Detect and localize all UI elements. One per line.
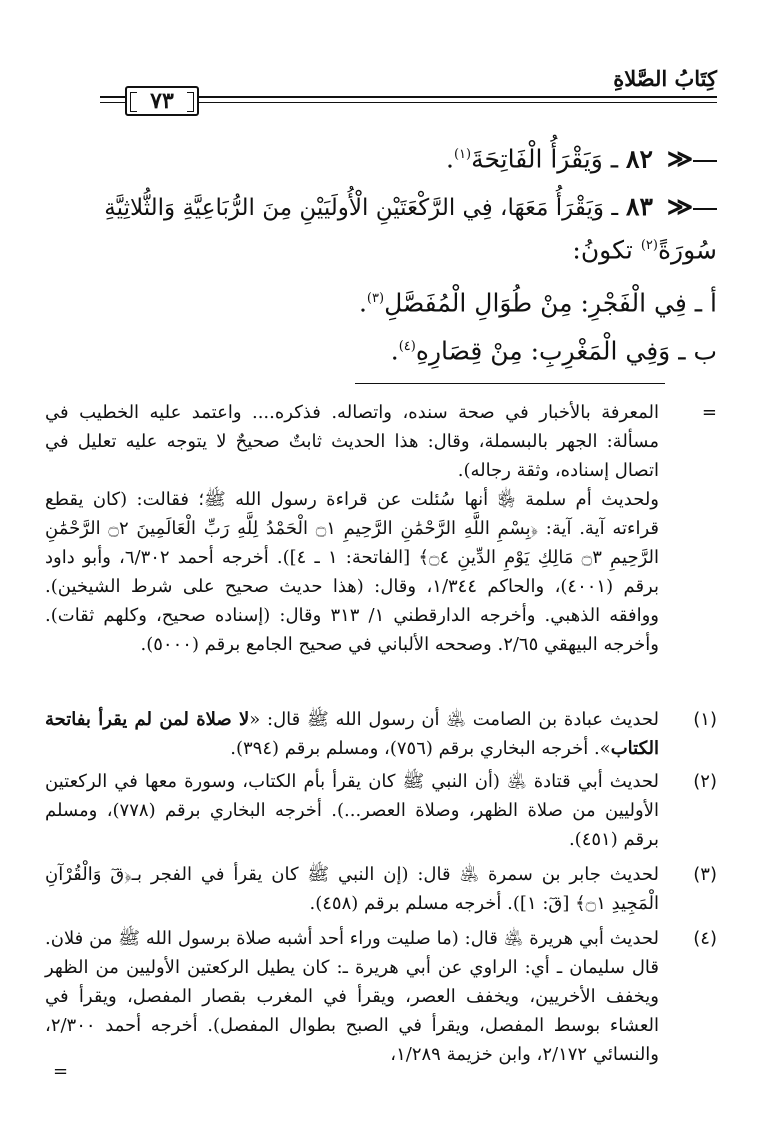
footnote-text: لحديث أبي قتادة ﵁ (أن النبي ﷺ كان يقرأ بأم الكتاب، وسورة معها في الركعتين الأوليين من صلاة الظهر، وصلاة العصر...). أخرجه البخاري برقم (٧٧٨)، ومسلم برقم (٤٥١).: [45, 771, 659, 850]
footnote-mark: (٣): [693, 864, 717, 885]
sub-item-tail: .: [390, 336, 399, 366]
item-82: [40, 138, 717, 176]
footnote-3: [45, 860, 717, 918]
footnote-bold-text: لا صلاة لمن لم يقرأ بفاتحة الكتاب: [45, 709, 659, 759]
footnote-ref: (٤): [398, 339, 416, 354]
footnote-ref: (٣): [366, 291, 385, 306]
sub-item-a: [40, 282, 717, 320]
footnote-continued-2: [45, 485, 717, 659]
footnote-mark: (٤): [693, 928, 717, 949]
item-tail: .: [446, 144, 454, 174]
footnote-continued: [45, 398, 717, 485]
sub-item-tail: .: [358, 288, 367, 318]
footnote-4: [45, 924, 717, 1069]
footnote-1: [45, 705, 717, 763]
item-marker-icon: ≪: [667, 190, 717, 224]
item-text: ـ وَيَقْرَأُ الْفَاتِحَةَ: [471, 144, 619, 174]
footnote-mark: (١): [693, 709, 717, 730]
item-text: ـ وَيَقْرَأُ مَعَهَا، فِي الرَّكْعَتَيْنِ الْأُولَيَيْنِ مِنَ الرُّبَاعِيَّةِ وَالثُّلاثِيَّةِ: [104, 195, 619, 221]
footnote-mark: (٢): [693, 771, 717, 792]
footnote-text: لحديث عبادة بن الصامت ﵁ أن رسول الله ﷺ قال: «: [249, 709, 659, 730]
item-number: ٨٣: [626, 192, 653, 221]
item-marker-icon: ≪: [667, 142, 717, 176]
footnote-text: المعرفة بالأخبار في صحة سنده، واتصاله. فذكره.... واعتمد عليه الخطيب في مسألة: الجهر بالبسملة، وقال: هذا الحديث ثابتٌ صحيحٌ لا يتوجه عليه تعليل في اتصال إسناده، وثقة رجاله).: [45, 402, 659, 481]
sub-item-text: فِي الْفَجْرِ: مِنْ طُوَالِ الْمُفَصَّلِ: [384, 288, 687, 318]
item-83: [40, 190, 717, 225]
footnote-ref: (١): [453, 147, 472, 162]
book-title: كِتَابُ الصَّلاةِ: [613, 66, 717, 91]
page-number: ٧٣: [125, 86, 199, 116]
sub-item-b: [40, 330, 717, 368]
sub-item-letter: أ ـ: [694, 288, 717, 318]
footnote-text: ». أخرجه البخاري برقم (٧٥٦)، ومسلم برقم (٣٩٤).: [230, 738, 611, 759]
footnote-2: [45, 767, 717, 854]
item-number: ٨٢: [626, 144, 653, 174]
footnote-text: لحديث جابر بن سمرة ﵁ قال: (إن النبي ﷺ كان يقرأ في الفجر بـ﴿قٓ وَالْقُرْآنِ الْمَجِيدِ ۝١﴾ [قٓ: ١]). أخرجه مسلم برقم (٤٥٨).: [45, 864, 659, 914]
sub-item-text: وَفِي الْمَغْرِبِ: مِنْ قِصَارِهِ: [415, 336, 671, 366]
sub-item-letter: ب ـ: [678, 336, 717, 366]
footnote-ref: (٢): [640, 238, 658, 253]
continuation-mark: =: [701, 402, 717, 423]
footnote-text: ولحديث أم سلمة ﵂ أنها سُئلت عن قراءة رسول الله ﷺ؛ فقالت: (كان يقطع قراءته آية. آية: ﴿بِسْمِ اللَّهِ الرَّحْمَٰنِ الرَّحِيمِ ۝١ الْحَمْدُ لِلَّهِ رَبِّ الْعَالَمِينَ ۝٢ الرَّحْمَٰنِ الرَّحِيمِ ۝٣ مَالِكِ يَوْمِ الدِّينِ ۝٤﴾ [الفاتحة: ١ ـ ٤]). أخرجه أحمد ٦/٣٠٢، وأبو داود برقم (٤٠٠١)، والحاكم ١/٣٤٤، وقال: (هذا حديث صحيح على شرط الشيخين). ووافقه الذهبي. وأخرجه الدارقطني ١/ ٣١٣ وقال: (إسناده صحيح، وكلهم ثقات). وأخرجه البيهقي ٢/٦٥. وصححه الألباني في صحيح الجامع برقم (٥٠٠٠).: [45, 489, 660, 655]
footnote-text: لحديث أبي هريرة ﵁ قال: (ما صليت وراء أحد أشبه صلاة برسول الله ﷺ من فلان. قال سليمان ـ أي: الراوي عن أبي هريرة ـ: كان يطيل الركعتين الأوليين من الظهر ويخفف الأخريين، ويخفف العصر، ويقرأ في المغرب بقصار المفصل، ويقرأ في العشاء بوسط المفصل، ويقرأ في الصبح بطوال المفصل). أخرجه أحمد ٢/٣٠٠، والنسائي ٢/١٧٢، وابن خزيمة ١/٢٨٩،: [45, 928, 659, 1065]
footnote-separator: [355, 383, 665, 384]
item-word: سُورَةً: [657, 235, 717, 265]
item-text: تكونُ:: [572, 235, 633, 265]
continuation-end-mark: =: [53, 1061, 69, 1082]
item-83-continuation: [40, 229, 717, 267]
